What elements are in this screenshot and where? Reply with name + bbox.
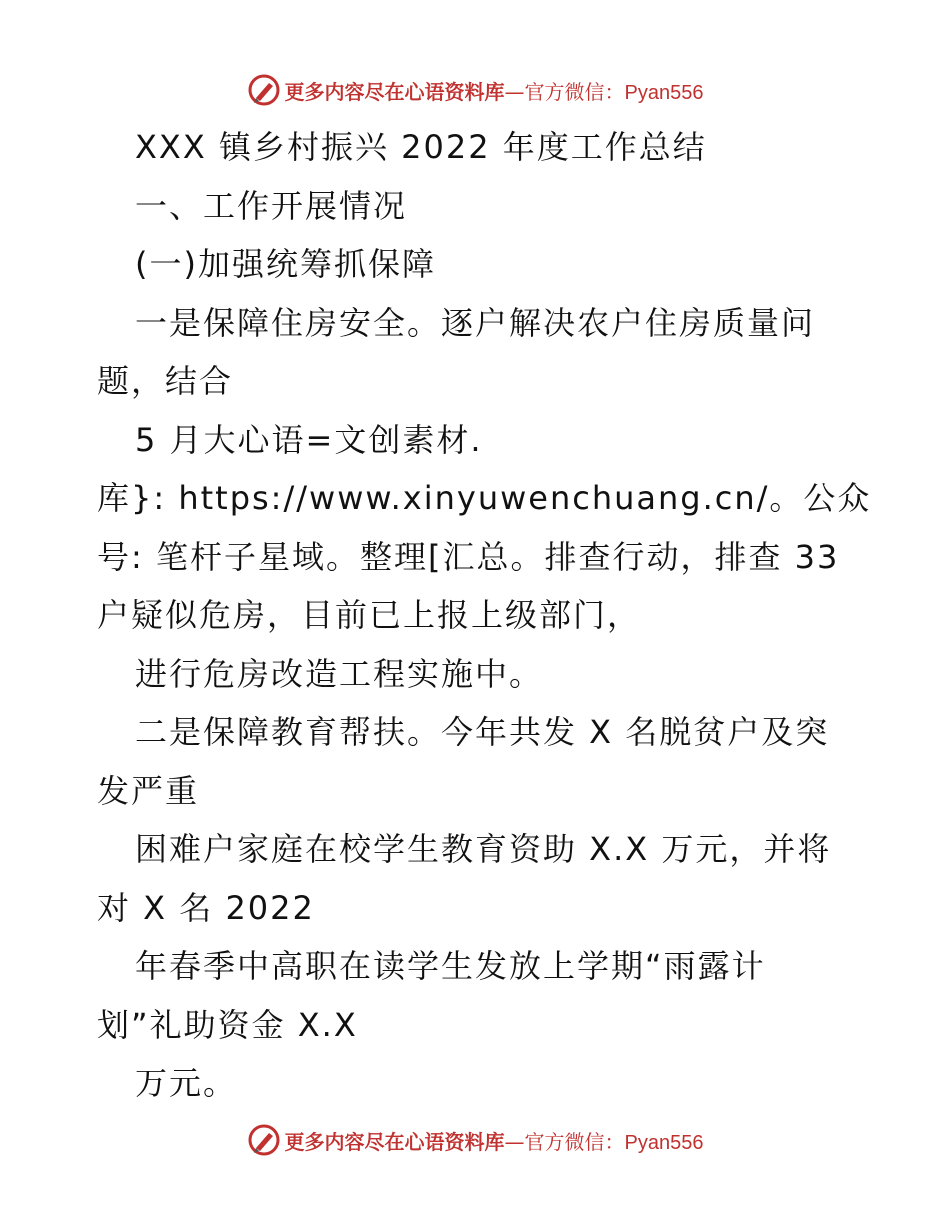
banner-wechat-label: 官方微信：	[524, 1129, 625, 1154]
paragraph-line: 万元。	[135, 1064, 238, 1102]
paragraph-line: 发严重	[97, 771, 200, 810]
paragraph-line: 题，结合	[97, 362, 234, 400]
banner-wechat-id: Pyan556	[624, 81, 704, 104]
paragraph-line: 库}: https://www.xinyuwenchuang.cn/。公众	[97, 479, 872, 517]
paragraph-line: 困难户家庭在校学生教育资助 X.X 万元，并将	[135, 830, 832, 868]
paragraph-line: 进行危房改造工程实施中。	[135, 654, 544, 693]
paragraph-line: 5 月大心语=文创素材.	[135, 420, 483, 459]
paragraph-line: 对 X 名 2022	[97, 888, 315, 927]
banner-lead: 更多内容尽在心语资料库	[284, 79, 505, 104]
pen-logo-icon	[247, 1123, 281, 1157]
banner-text	[285, 76, 704, 105]
banner-wechat-label: 官方微信：	[524, 79, 625, 104]
banner-dash: —	[504, 1129, 525, 1154]
footer-banner	[0, 1120, 950, 1160]
subsection-heading: (一)加强统筹抓保障	[135, 245, 436, 283]
paragraph-line: 划”礼助资金 X.X	[97, 1005, 358, 1044]
paragraph-line: 二是保障教育帮扶。今年共发 X 名脱贫户及突	[135, 713, 830, 751]
paragraph-line: 一是保障住房安全。逐户解决农户住房质量问	[135, 303, 816, 342]
doc-title: XXX 镇乡村振兴 2022 年度工作总结	[135, 128, 707, 166]
header-banner	[0, 70, 950, 110]
banner-lead: 更多内容尽在心语资料库	[284, 1129, 505, 1154]
paragraph-line: 号: 笔杆子星域。整理[汇总。排查行动，排查 33	[97, 537, 840, 576]
document-body	[97, 118, 872, 1113]
section-heading: 一、工作开展情况	[135, 186, 408, 225]
banner-text	[285, 1126, 704, 1155]
pen-logo-icon	[247, 73, 281, 107]
banner-wechat-id: Pyan556	[624, 1131, 704, 1154]
paragraph-line: 年春季中高职在读学生发放上学期“雨露计	[135, 947, 766, 985]
paragraph-line: 户疑似危房，目前已上报上级部门，	[97, 596, 642, 634]
banner-dash: —	[504, 79, 525, 104]
